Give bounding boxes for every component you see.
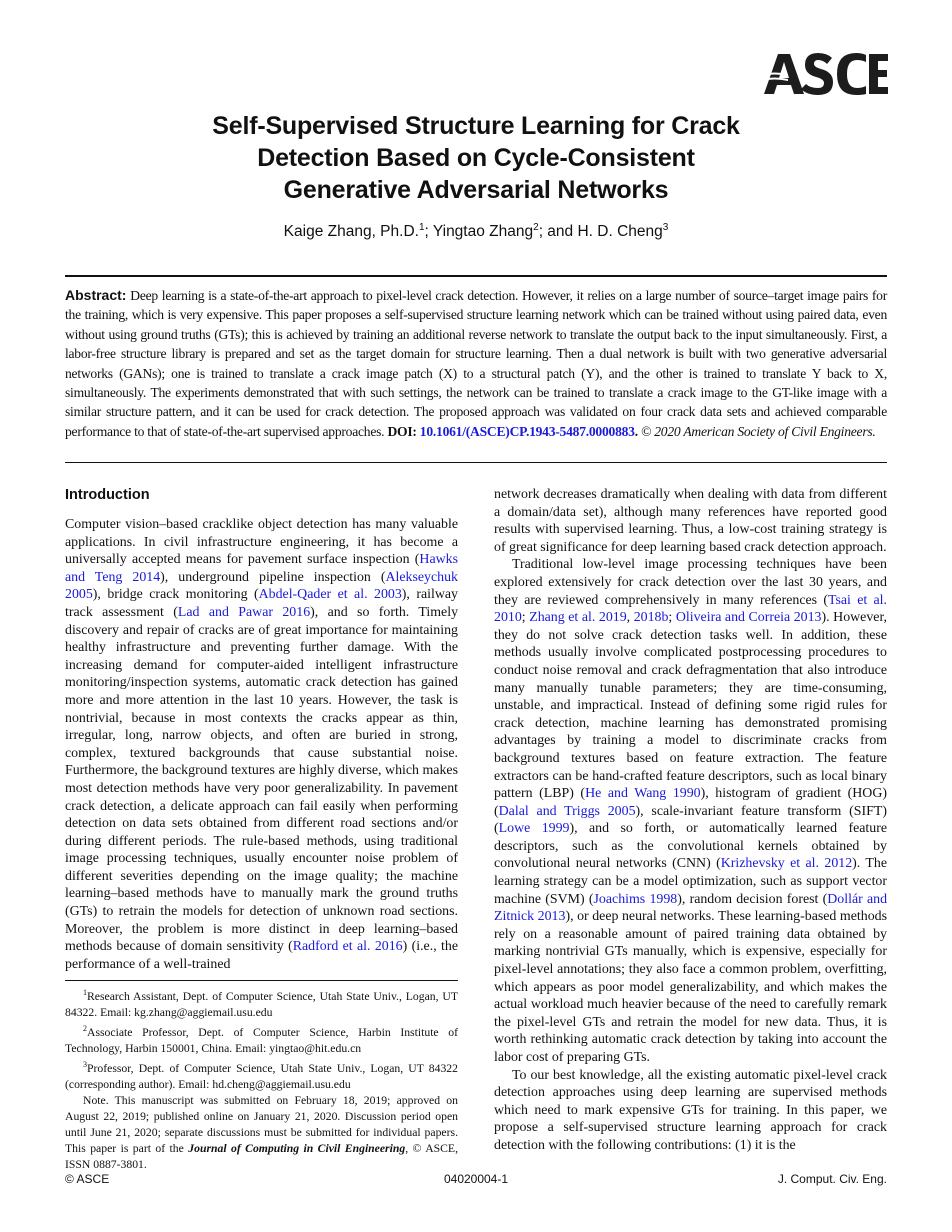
abstract-text: Deep learning is a state-of-the-art approach to pixel-level crack detection. However, it relies on a large number of source–target image pairs for the training, which is very expensive. This paper proposes a self-supervised structure learning network which can be trained without using paired data, even without using ground truths (GTs); this is achieved by training an additional reverse network to translate the output back to the input simultaneously. First, a labor-free structure library is prepared and set as the target domain for structure learning. Then a dual network is built with two generative adversarial networks (GANs); one is trained to translate a crack image patch (X) to a structural patch (Y), and the other is trained to translate Y back to X, simultaneously. The experiments demonstrated that with such settings, the network can be trained to translate a crack image to the GT-like image with a similar structure pattern, and it can be used for crack detection. The proposed approach was validated on four crack data sets and achieved comparable performance to that of state-of-the-art supervised approaches. [65, 288, 887, 439]
left-column-body [65, 516, 458, 973]
citation-link[interactable]: 2018b [633, 610, 669, 626]
copyright-notice: © 2020 American Society of Civil Engineers. [641, 423, 876, 439]
citation-link[interactable]: Oliveira and Correia 2013 [675, 610, 822, 626]
citation-link[interactable]: Tsai et al. 2010 [494, 592, 887, 626]
body-paragraph [494, 1067, 887, 1155]
citation-link[interactable]: Lowe 1999 [498, 821, 570, 837]
paragraph-text: , [626, 610, 634, 626]
footnote [65, 1057, 458, 1093]
author-separator: ; [424, 223, 433, 241]
body-paragraph [494, 486, 887, 556]
right-column-body [494, 486, 887, 1155]
submission-note [65, 1093, 458, 1173]
paragraph-text: Computer vision–based cracklike object detection has many valuable applications. In civil infrastructure engineering, it has become a universally accepted means for pavement surface inspection ( [65, 517, 458, 568]
author-affiliation-marker: 3 [662, 222, 669, 233]
abstract-bottom-rule [65, 462, 887, 463]
author-affiliation-marker: 1 [418, 222, 425, 233]
right-column [494, 486, 887, 1155]
citation-link[interactable]: Radford et al. 2016 [292, 939, 403, 955]
body-paragraph [65, 516, 458, 973]
paper-title [100, 110, 852, 206]
doi-link[interactable]: 10.1061/(ASCE)CP.1943-5487.0000883 [419, 423, 635, 439]
citation-link[interactable]: Krizhevsky et al. 2012 [720, 856, 853, 872]
note-after: , © ASCE, ISSN 0887-3801. [65, 1141, 458, 1171]
footer-publisher: © ASCE [65, 1172, 110, 1186]
author-list [100, 222, 852, 241]
paragraph-text: To our best knowledge, all the existing automatic pixel-level crack detection approaches using deep learning are supervised methods which need to mark expensive GTs for training. In this paper, we propose a self-supervised structure learning approach for crack detection with the following contributions: (1) it is the [494, 1067, 887, 1153]
citation-link[interactable]: Alekseychuk 2005 [65, 569, 459, 603]
abstract-label: Abstract: [65, 287, 127, 303]
citation-link[interactable]: Dalal and Triggs 2005 [498, 803, 636, 819]
paragraph-text: Traditional low-level image processing techniques have been explored extensively for crack detection over the last 30 years, and they are reviewed comprehensively in many references ( [494, 557, 887, 608]
paragraph-text: network decreases dramatically when dealing with data from different a domain/data set), although many references have reported good results with supervised learning. Thus, a low-cost training strategy is of great significance for deep learning based crack detection approach. [494, 487, 887, 555]
paragraph-text: ), and so forth, or automatically learned feature descriptors, such as the convolutional kernels obtained by convolutional neural networks (CNN) ( [494, 821, 887, 872]
paragraph-text: ), random decision forest ( [677, 891, 828, 907]
author-separator: ; and [538, 223, 578, 241]
citation-link[interactable]: He and Wang 1990 [585, 786, 701, 802]
citation-link[interactable]: Abdel-Qader et al. 2003 [258, 587, 402, 603]
paragraph-text: ). However, they do not solve crack detection tasks well. In addition, these methods usually involve complicated postprocessing procedures to conduct noise removal and crack defragmentation that also introduce many manually tunable parameters; they are time-consuming, unstable, and impractical. Instead of defining some rigid rules for crack detection, machine learning has demonstrated promising advantages by training a model to discriminate cracks from background textures based on feature extraction. The feature extractors can be hand-crafted feature descriptors, such as local binary pattern (LBP) ( [494, 610, 887, 802]
paragraph-text: ), underground pipeline inspection ( [160, 569, 386, 585]
footer-page-number: 04020004-1 [443, 1172, 509, 1186]
footnotes [65, 985, 458, 1173]
citation-link[interactable]: Lad and Pawar 2016 [177, 604, 311, 620]
paragraph-text: ), scale-invariant feature transform (SIFT) ( [494, 803, 887, 837]
paragraph-text: ), railway track assessment ( [65, 587, 458, 620]
paragraph-text: ), histogram of gradient (HOG) ( [494, 786, 887, 819]
footnote-text: Research Assistant, Dept. of Computer Science, Utah State Univ., Logan, UT 84322. Email: kg.zhang@aggiemail.usu.edu [65, 989, 458, 1019]
author-affiliation-marker: 2 [533, 222, 539, 233]
title-line: Generative Adversarial Networks [283, 176, 669, 204]
note-text: Note. This manuscript was submitted on February 18, 2019; approved on August 22, 2019; published online on January 21, 2020. Discussion period open until June 21, 2020; separate discussions must be submitted for individual papers. This paper is part of the [65, 1093, 458, 1155]
paragraph-text: ), bridge crack monitoring ( [92, 587, 259, 603]
author-name: Kaige Zhang, Ph.D. [283, 223, 419, 241]
footnote-marker: 1 [83, 988, 87, 997]
author-name: H. D. Cheng [577, 223, 663, 241]
footnote [65, 1021, 458, 1057]
title-line: Detection Based on Cycle-Consistent [257, 144, 695, 172]
paragraph-text: ), and so forth. Timely discovery and repair of cracks are of great importance for maintaining healthy infrastructure and preventing further damage. With the increasing demand for computer-aided intelligent infrastructure monitoring/inspection systems, automatic crack detection has gained more and more attention in the last 10 years. However, the task is nontrivial, because in most contexts the cracks appear as thin, irregular, long, narrow objects, and often are buried in strong, complex, textured backgrounds that cause substantial noise. Furthermore, the background textures are highly diverse, which makes most detection methods have very poor generalizability. In pavement crack detection, a delicate approach can fail easily when performing detection on data sets obtained from different road sections and/or during different periods. The rule-based methods, using traditional image processing techniques, usually encounter noise problem of different severities depending on the image quality; the machine learning–based methods have to manually mark the ground truths (GTs) to retrain the models for detection of unknown road sections. Moreover, the problem is more distinct in deep learning–based methods because of domain sensitivity ( [65, 604, 459, 955]
doi-label: DOI: [387, 423, 420, 439]
footnote-text: Professor, Dept. of Computer Science, Utah State Univ., Logan, UT 84322 (corresponding author). Email: hd.cheng@aggiemail.usu.edu [65, 1061, 458, 1091]
footnote-marker: 3 [83, 1059, 87, 1069]
section-heading-introduction: Introduction [65, 487, 150, 503]
asce-logo [762, 50, 888, 96]
title-line: Self-Supervised Structure Learning for Crack [212, 112, 740, 140]
citation-link[interactable]: Dollár and Zitnick 2013 [494, 891, 888, 925]
paragraph-text: ) (i.e., the performance of a well-trained [65, 939, 458, 972]
doi-period: . [634, 423, 642, 439]
paragraph-text: ). The learning strategy can be a model optimization, such as support vector machine (SVM) ( [494, 856, 887, 907]
author-name: Yingtao Zhang [432, 223, 534, 241]
journal-name: Journal of Computing in Civil Engineering [188, 1141, 406, 1155]
paragraph-text: ; [521, 610, 530, 626]
citation-link[interactable]: Zhang et al. 2019 [529, 610, 627, 626]
footnote-text: Associate Professor, Dept. of Computer Science, Harbin Institute of Technology, Harbin 150001, China. Email: yingtao@hit.edu.cn [65, 1025, 458, 1055]
footnote [65, 985, 458, 1021]
footer-journal-abbrev: J. Comput. Civ. Eng. [777, 1172, 887, 1186]
abstract [65, 286, 887, 441]
citation-link[interactable]: Joachims 1998 [593, 891, 678, 907]
paragraph-text: ), or deep neural networks. These learning-based methods rely on a reasonable amount of paired training data obtained by marking nontrivial GTs manually, which is expensive, especially for pixel-level annotations; they also face a common problem, overfitting, which appears as poor model generalizability, and which makes the actual workload much heavier because of the need to carefully remark the pixel-level GTs and retrain the model for new data. Thus, it is worth rethinking automatic crack detection by taking into account the labor cost of preparing GTs. [494, 909, 887, 1065]
paragraph-text: ; [668, 610, 676, 626]
abstract-top-rule [65, 275, 887, 277]
body-paragraph [494, 556, 887, 1066]
citation-link[interactable]: Hawks and Teng 2014 [65, 552, 458, 585]
left-column [65, 486, 458, 973]
footnote-marker: 2 [83, 1023, 87, 1033]
footnote-rule [65, 980, 458, 981]
